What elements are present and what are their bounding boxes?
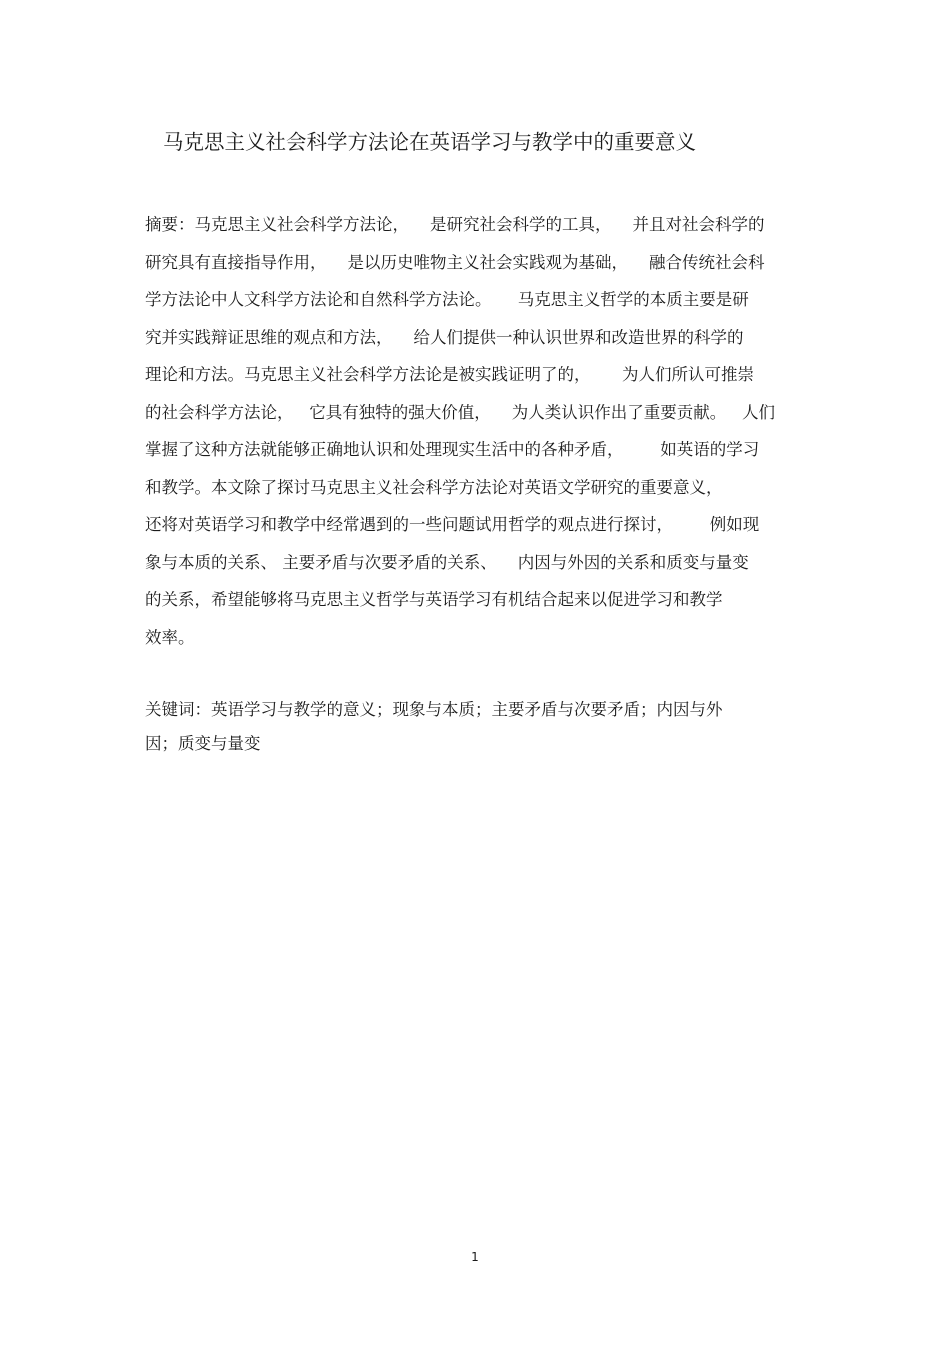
abstract-line: 摘要：马克思主义社会科学方法论， 是研究社会科学的工具， 并且对社会科学的 <box>145 215 765 234</box>
abstract-line: 的社会科学方法论， 它具有独特的强大价值， 为人类认识作出了重要贡献。 人们 <box>145 402 775 422</box>
abstract <box>145 206 817 656</box>
abstract-line: 学方法论中人文科学方法论和自然科学方法论。 马克思主义哲学的本质主要是研 <box>145 290 749 309</box>
abstract-line: 象与本质的关系、 主要矛盾与次要矛盾的关系、 内因与外因的关系和质变与量变 <box>145 552 749 572</box>
abstract-line: 研究具有直接指导作用， 是以历史唯物主义社会实践观为基础， 融合传统社会科 <box>145 252 765 272</box>
abstract-line: 掌握了这种方法就能够正确地认识和处理现实生活中的各种矛盾， 如英语的学习 <box>145 440 760 459</box>
abstract-line: 还将对英语学习和教学中经常遇到的一些问题试用哲学的观点进行探讨， 例如现 <box>145 515 760 534</box>
page-number: 1 <box>471 1250 479 1264</box>
keywords-line: 因；质变与量变 <box>145 734 261 753</box>
abstract-line: 究并实践辩证思维的观点和方法， 给人们提供一种认识世界和改造世界的科学的 <box>145 327 744 347</box>
abstract-line: 和教学。本文除了探讨马克思主义社会科学方法论对英语文学研究的重要意义， <box>145 477 723 497</box>
page-title: 马克思主义社会科学方法论在英语学习与教学中的重要意义 <box>163 130 696 154</box>
keywords <box>145 693 817 761</box>
keywords-line: 关键词：英语学习与教学的意义；现象与本质；主要矛盾与次要矛盾；内因与外 <box>145 700 723 719</box>
abstract-line: 的关系，希望能够将马克思主义哲学与英语学习有机结合起来以促进学习和教学 <box>145 590 723 609</box>
abstract-line: 理论和方法。马克思主义社会科学方法论是被实践证明了的， 为人们所认可推崇 <box>145 365 754 384</box>
abstract-line: 效率。 <box>145 627 195 647</box>
